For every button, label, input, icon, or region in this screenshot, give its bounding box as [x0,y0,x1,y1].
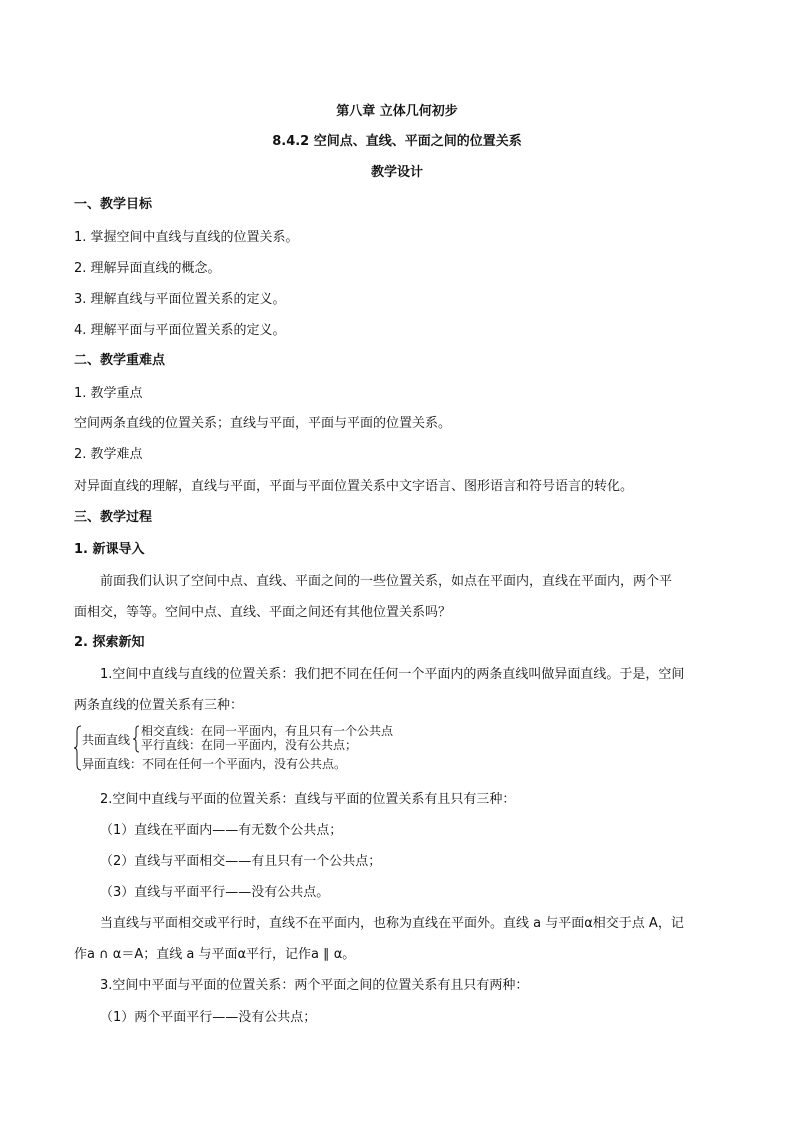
line-line-paragraph: 两条直线的位置关系有三种： [74,698,244,713]
focus-text: 空间两条直线的位置关系；直线与平面，平面与平面的位置关系。 [74,416,452,431]
line-plane-item: （1）直线在平面内——有无数个公共点； [100,823,343,838]
objective-item: 1. 掌握空间中直线与直线的位置关系。 [74,230,299,245]
difficulty-text: 对异面直线的理解，直线与平面，平面与平面位置关系中文字语言、图形语言和符号语言的转化。 [74,479,634,494]
difficulty-label: 2. 教学难点 [74,447,143,462]
explore-label: 2. 探索新知 [74,635,145,650]
key-points-heading: 二、教学重难点 [74,353,166,368]
chapter-title: 第八章 立体几何初步 [336,104,458,119]
line-plane-item: （3）直线与平面平行——没有公共点。 [100,885,330,900]
outer-brace [74,725,82,771]
coplanar-lines-label: 共面直线 [82,733,131,747]
line-plane-note-line: 作a ∩ α＝A；直线 a 与平面α平行，记作a ∥ α。 [74,947,356,962]
plane-plane-item: （1）两个平面平行——没有公共点； [100,1010,317,1025]
objectives-heading: 一、教学目标 [74,197,153,212]
intro-paragraph-line: 面相交，等等。空间中点、直线、平面之间还有其他位置关系吗？ [74,605,452,620]
objective-item: 2. 理解异面直线的概念。 [74,261,221,276]
objective-item: 3. 理解直线与平面位置关系的定义。 [74,292,286,307]
document-type-title: 教学设计 [370,165,423,180]
section-title: 8.4.2 空间点、直线、平面之间的位置关系 [272,134,522,149]
intersecting-lines-text: 相交直线：在同一平面内，有且只有一个公共点 [141,724,394,738]
line-line-paragraph: 1.空间中直线与直线的位置关系：我们把不同在任何一个平面内的两条直线叫做异面直线。于是，空间 [100,667,685,682]
process-heading: 三、教学过程 [74,510,153,525]
line-plane-note-line: 当直线与平面相交或平行时，直线不在平面内，也称为直线在平面外。直线 a 与平面α相交于点 A，记 [100,916,684,931]
plane-plane-paragraph: 3.空间中平面与平面的位置关系：两个平面之间的位置关系有且只有两种： [100,978,529,993]
line-plane-paragraph: 2.空间中直线与平面的位置关系：直线与平面的位置关系有且只有三种： [100,792,516,807]
parallel-lines-text: 平行直线：在同一平面内，没有公共点； [141,738,358,752]
line-plane-item: （2）直线与平面相交——有且只有一个公共点； [100,854,382,869]
inner-brace [133,725,140,753]
skew-lines-text: 异面直线：不同在任何一个平面内，没有公共点。 [82,757,347,771]
line-relations-brace-diagram [74,723,494,773]
objective-item: 4. 理解平面与平面位置关系的定义。 [74,323,286,338]
intro-paragraph-line: 前面我们认识了空间中点、直线、平面之间的一些位置关系，如点在平面内，直线在平面内，两个平 [100,574,673,589]
focus-label: 1. 教学重点 [74,386,143,401]
intro-label: 1. 新课导入 [74,542,145,557]
